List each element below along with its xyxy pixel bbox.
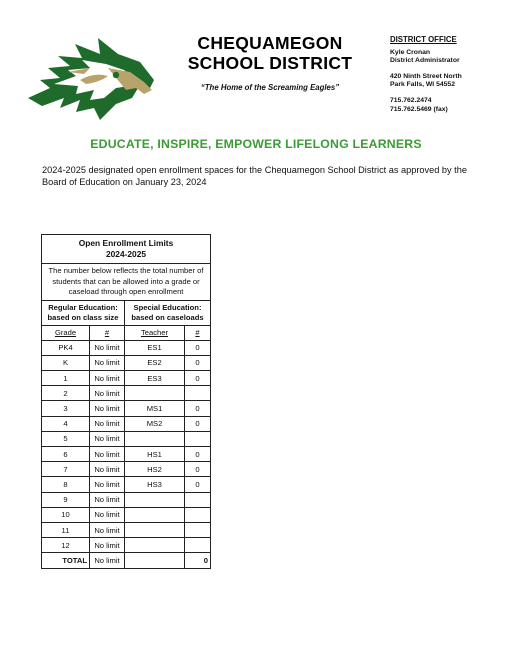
teacher-cell: ES2: [125, 355, 185, 370]
table-row: [42, 507, 211, 522]
teacher-cell: [125, 386, 185, 401]
teacher-cell: MS1: [125, 401, 185, 416]
office-phone: 715.762.2474: [390, 96, 432, 104]
teacher-cell: [125, 507, 185, 522]
motto: “The Home of the Screaming Eagles”: [200, 83, 340, 92]
grade-cell: 6: [42, 447, 90, 462]
total-teacher: [125, 553, 185, 568]
office-name: Kyle Cronan: [390, 48, 431, 56]
teacher-count-cell: [185, 431, 211, 446]
total-limit: No limit: [90, 553, 125, 568]
grade-cell: 8: [42, 477, 90, 492]
grade-cell: 4: [42, 416, 90, 431]
teacher-cell: ES1: [125, 340, 185, 355]
grade-limit-cell: No limit: [90, 522, 125, 537]
col-grade-count: #: [90, 325, 125, 340]
table-title-line-1: Open Enrollment Limits: [78, 238, 174, 248]
teacher-count-cell: 0: [185, 416, 211, 431]
table-row: [42, 522, 211, 537]
enrollment-table: [41, 234, 211, 569]
grade-limit-cell: No limit: [90, 447, 125, 462]
total-label: TOTAL: [42, 553, 90, 568]
table-row: [42, 492, 211, 507]
grade-limit-cell: No limit: [90, 538, 125, 553]
grade-cell: K: [42, 355, 90, 370]
table-row: [42, 416, 211, 431]
grade-limit-cell: No limit: [90, 355, 125, 370]
title-line-1: CHEQUAMEGON: [197, 33, 343, 53]
table-row: [42, 538, 211, 553]
table-row: [42, 401, 211, 416]
teacher-cell: [125, 492, 185, 507]
teacher-count-cell: [185, 507, 211, 522]
grade-cell: 2: [42, 386, 90, 401]
teacher-cell: HS2: [125, 462, 185, 477]
table-title-line-2: 2024-2025: [105, 249, 147, 259]
total-row: [42, 553, 211, 568]
grade-limit-cell: No limit: [90, 386, 125, 401]
grade-limit-cell: No limit: [90, 477, 125, 492]
office-heading: DISTRICT OFFICE: [390, 35, 457, 44]
grade-limit-cell: No limit: [90, 416, 125, 431]
grade-cell: PK4: [42, 340, 90, 355]
grade-cell: 5: [42, 431, 90, 446]
table-row: [42, 431, 211, 446]
teacher-count-cell: 0: [185, 447, 211, 462]
table-row: [42, 340, 211, 355]
table-description: The number below reflects the total number of students that can be allowed into a grade or caseload through open enrollment: [42, 264, 211, 301]
office-fax: 715.762.5469 (fax): [390, 105, 448, 113]
district-title: [178, 33, 362, 73]
table-title: [42, 235, 211, 264]
teacher-cell: [125, 538, 185, 553]
teacher-count-cell: 0: [185, 462, 211, 477]
grade-cell: 1: [42, 371, 90, 386]
teacher-count-cell: [185, 538, 211, 553]
teacher-count-cell: 0: [185, 477, 211, 492]
grade-limit-cell: No limit: [90, 371, 125, 386]
teacher-cell: HS3: [125, 477, 185, 492]
table-row: [42, 386, 211, 401]
grade-limit-cell: No limit: [90, 462, 125, 477]
office-street: 420 Ninth Street North: [390, 72, 462, 80]
grade-limit-cell: No limit: [90, 507, 125, 522]
slogan: EDUCATE, INSPIRE, EMPOWER LIFELONG LEARNERS: [90, 137, 422, 151]
table-row: [42, 462, 211, 477]
eagle-logo-icon: [20, 28, 160, 123]
special-education-heading: Special Education: based on caseloads: [125, 300, 211, 325]
teacher-cell: ES3: [125, 371, 185, 386]
grade-cell: 12: [42, 538, 90, 553]
intro-text: 2024-2025 designated open enrollment spaces for the Chequamegon School District as approved by the Board of Education on January 23, 2024: [42, 165, 467, 187]
teacher-cell: HS1: [125, 447, 185, 462]
teacher-count-cell: [185, 492, 211, 507]
teacher-cell: MS2: [125, 416, 185, 431]
teacher-count-cell: 0: [185, 340, 211, 355]
grade-cell: 3: [42, 401, 90, 416]
grade-cell: 9: [42, 492, 90, 507]
grade-cell: 11: [42, 522, 90, 537]
grade-cell: 7: [42, 462, 90, 477]
teacher-count-cell: 0: [185, 401, 211, 416]
total-count: 0: [185, 553, 211, 568]
table-row: [42, 355, 211, 370]
teacher-count-cell: 0: [185, 355, 211, 370]
teacher-count-cell: 0: [185, 371, 211, 386]
teacher-cell: [125, 522, 185, 537]
grade-limit-cell: No limit: [90, 340, 125, 355]
teacher-cell: [125, 431, 185, 446]
teacher-count-cell: [185, 522, 211, 537]
col-teacher: Teacher: [125, 325, 185, 340]
col-teacher-count: #: [185, 325, 211, 340]
title-line-2: SCHOOL DISTRICT: [187, 53, 353, 73]
district-office-block: [390, 36, 500, 114]
col-grade: Grade: [42, 325, 90, 340]
regular-education-heading: Regular Education: based on class size: [42, 300, 125, 325]
table-row: [42, 447, 211, 462]
column-header-row: [42, 325, 211, 340]
teacher-count-cell: [185, 386, 211, 401]
grade-cell: 10: [42, 507, 90, 522]
grade-limit-cell: No limit: [90, 431, 125, 446]
grade-limit-cell: No limit: [90, 492, 125, 507]
table-row: [42, 477, 211, 492]
table-row: [42, 371, 211, 386]
office-city: Park Falls, WI 54552: [390, 81, 455, 89]
office-role: District Administrator: [390, 57, 460, 65]
grade-limit-cell: No limit: [90, 401, 125, 416]
